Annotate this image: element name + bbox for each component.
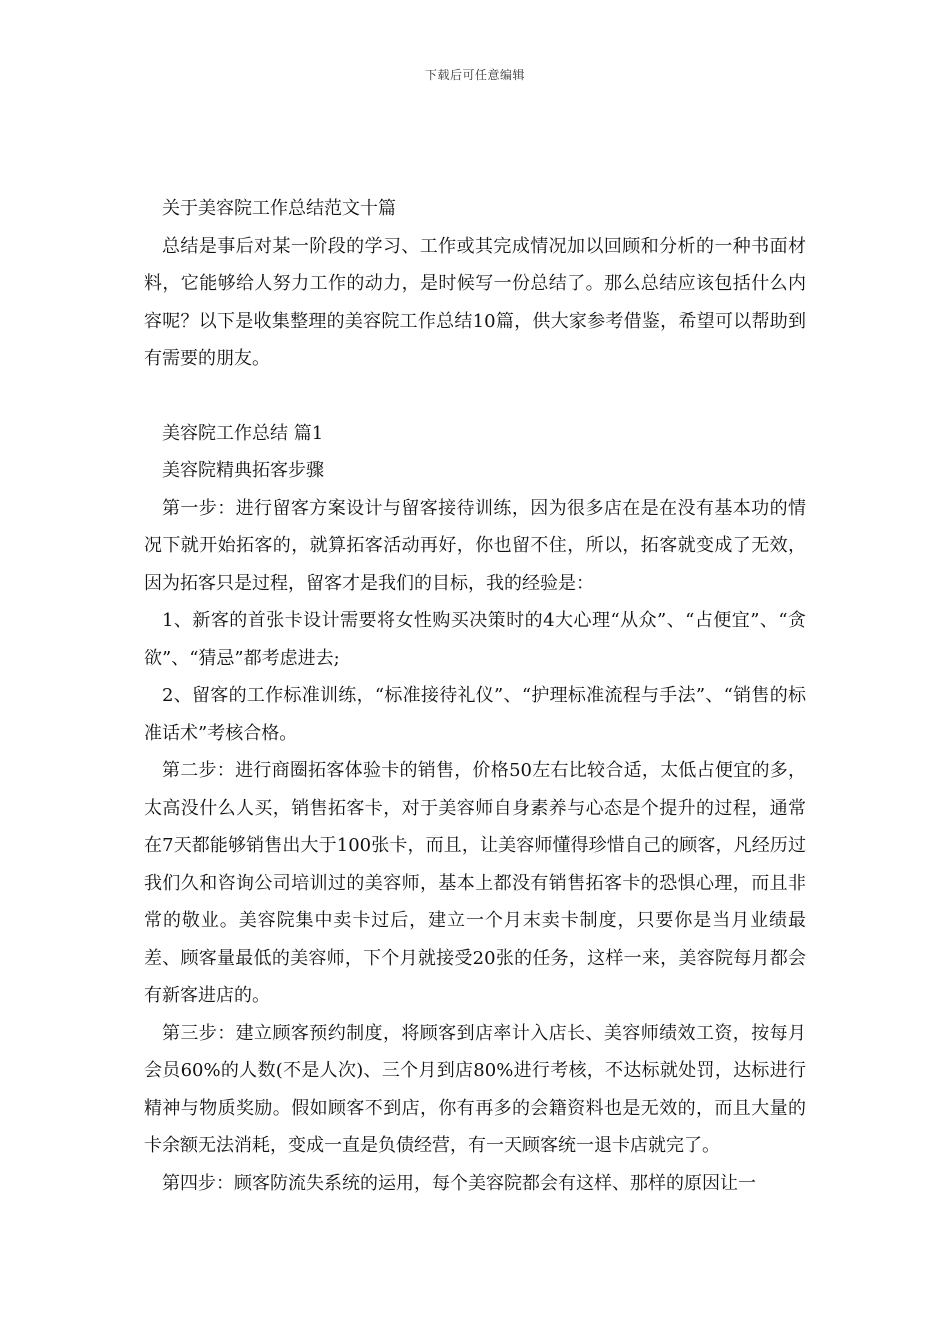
list-item-2: 2、留客的工作标准训练，“标准接待礼仪”、“护理标准流程与手法”、“销售的标准话术”考核合格。	[144, 685, 806, 744]
subheading: 美容院精典拓客步骤	[162, 460, 324, 481]
document-title: 关于美容院工作总结范文十篇	[162, 198, 396, 219]
step-3-paragraph: 第三步：建立顾客预约制度，将顾客到店率计入店长、美容师绩效工资，按每月会员60%的人数(不是人次)、三个月到店80%进行考核，不达标就处罚，达标进行精神与物质奖励。假如顾客不到店，你有再多的会籍资料也是无效的，而且大量的卡余额无法消耗，变成一直是负债经营，有一天顾客统一退卡店就完了。	[144, 1022, 806, 1156]
step-2-paragraph: 第二步：进行商圈拓客体验卡的销售，价格50左右比较合适，太低占便宜的多，太高没什么人买，销售拓客卡，对于美容师自身素养与心态是个提升的过程，通常在7天都能够销售出大于100张卡，而且，让美容师懂得珍惜自己的顾客，凡经历过我们久和咨询公司培训过的美容师，基本上都没有销售拓客卡的恐惧心理，而且非常的敬业。美容院集中卖卡过后，建立一个月末卖卡制度，只要你是当月业绩最差、顾客量最低的美容师，下个月就接受20张的任务，这样一来，美容院每月都会有新客进店的。	[144, 760, 806, 1006]
intro-paragraph: 总结是事后对某一阶段的学习、工作或其完成情况加以回顾和分析的一种书面材料，它能够给人努力工作的动力，是时候写一份总结了。那么总结应该包括什么内容呢？以下是收集整理的美容院工作总结10篇，供大家参考借鉴，希望可以帮助到有需要的朋友。	[144, 235, 806, 369]
step-1-paragraph: 第一步：进行留客方案设计与留客接待训练，因为很多店在是在没有基本功的情况下就开始拓客的，就算拓客活动再好，你也留不住，所以，拓客就变成了无效，因为拓客只是过程，留客才是我们的目标，我的经验是：	[144, 497, 806, 594]
list-item-1: 1、新客的首张卡设计需要将女性购买决策时的4大心理“从众”、“占便宜”、“贪欲”、“猜忌”都考虑进去;	[144, 610, 806, 669]
section-heading: 美容院工作总结 篇1	[162, 422, 324, 444]
step-4-paragraph: 第四步：顾客防流失系统的运用，每个美容院都会有这样、那样的原因让一	[162, 1172, 756, 1194]
spacer	[144, 378, 806, 415]
page-header: 下载后可任意编辑	[424, 68, 525, 82]
document-body	[144, 190, 806, 1202]
